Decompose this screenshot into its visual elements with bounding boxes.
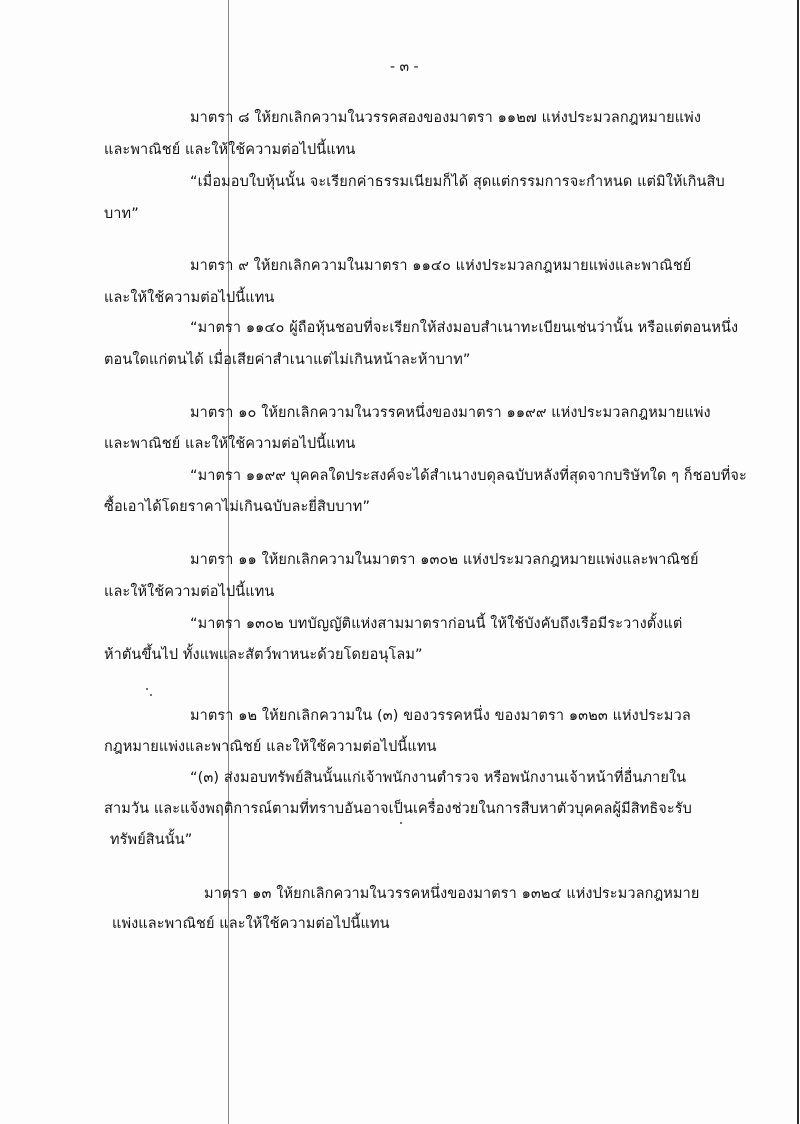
- section-13-line-1: มาตรา ๑๓ ให้ยกเลิกความในวรรคหนึ่งของมาตรา ๑๓๒๔ แห่งประมวลกฎหมาย: [204, 886, 700, 902]
- section-10-line-2: และพาณิชย์ และให้ใช้ความต่อไปนี้แทน: [104, 436, 356, 452]
- section-11-line-1: มาตรา ๑๑ ให้ยกเลิกความในมาตรา ๑๓๐๒ แห่งประมวลกฎหมายแพ่งและพาณิชย์: [190, 552, 699, 568]
- page-number: - ๓ -: [390, 59, 419, 75]
- section-11-line-2: และให้ใช้ความต่อไปนี้แทน: [104, 584, 275, 600]
- section-9-line-3: “มาตรา ๑๑๔๐ ผู้ถือหุ้นชอบที่จะเรียกให้ส่งมอบสำเนาทะเบียนเช่นว่านั้น หรือแต่ตอนหนึ่ง: [190, 320, 739, 336]
- section-8-line-4: บาท”: [104, 206, 139, 222]
- section-11-line-4: ห้าตันขึ้นไป ทั้งแพและสัตว์พาหนะด้วยโดยอนุโลม”: [104, 647, 423, 663]
- section-8-line-1: มาตรา ๘ ให้ยกเลิกความในวรรคสองของมาตรา ๑๑๒๗ แห่งประมวลกฎหมายแพ่ง: [190, 110, 702, 126]
- section-10-line-3: “มาตรา ๑๑๙๙ บุคคลใดประสงค์จะได้สำเนางบดุลฉบับหลังที่สุดจากบริษัทใด ๆ ก็ชอบที่จะ: [190, 468, 747, 484]
- section-9-line-1: มาตรา ๙ ให้ยกเลิกความในมาตรา ๑๑๔๐ แห่งประมวลกฎหมายแพ่งและพาณิชย์: [190, 258, 692, 274]
- section-12-line-3: “(๓) ส่งมอบทรัพย์สินนั้นแก่เจ้าพนักงานตำรวจ หรือพนักงานเจ้าหน้าที่อื่นภายใน: [190, 770, 687, 786]
- section-13-line-2: แพ่งและพาณิชย์ และให้ใช้ความต่อไปนี้แทน: [112, 916, 390, 932]
- section-9-line-2: และให้ใช้ความต่อไปนี้แทน: [104, 290, 275, 306]
- section-12-line-4: สามวัน และแจ้งพฤติการณ์ตามที่ทราบอันอาจเป็นเครื่องช่วยในการสืบหาตัวบุคคลผู้มีสิทธิจะรับ: [104, 801, 692, 817]
- section-12-line-2: กฎหมายแพ่งและพาณิชย์ และให้ใช้ความต่อไปนี้แทน: [104, 739, 437, 755]
- scan-speck: [146, 688, 148, 690]
- section-10-line-1: มาตรา ๑๐ ให้ยกเลิกความในวรรคหนึ่งของมาตรา ๑๑๙๙ แห่งประมวลกฎหมายแพ่ง: [190, 405, 711, 421]
- scan-edge-line: [797, 0, 799, 1124]
- section-12-line-5: ทรัพย์สินนั้น”: [110, 832, 193, 848]
- section-8-line-2: และพาณิชย์ และให้ใช้ความต่อไปนี้แทน: [104, 142, 356, 158]
- section-8-line-3: “เมื่อมอบใบหุ้นนั้น จะเรียกค่าธรรมเนียมก็ได้ สุดแต่กรรมการจะกำหนด แต่มิให้เกินสิบ: [190, 174, 725, 190]
- section-12-line-1: มาตรา ๑๒ ให้ยกเลิกความใน (๓) ของวรรคหนึ่ง ของมาตรา ๑๓๒๓ แห่งประมวล: [190, 708, 691, 724]
- section-11-line-3: “มาตรา ๑๓๐๒ บทบัญญัติแห่งสามมาตราก่อนนี้ ให้ใช้บังคับถึงเรือมีระวางตั้งแต่: [190, 616, 683, 632]
- section-9-line-4: ตอนใดแก่ตนได้ เมื่อเสียค่าสำเนาแต่ไม่เกินหน้าละห้าบาท”: [104, 352, 471, 368]
- section-10-line-4: ซื้อเอาได้โดยราคาไม่เกินฉบับละยี่สิบบาท”: [104, 499, 371, 515]
- scan-speck: [400, 822, 402, 824]
- scan-speck: [150, 694, 152, 696]
